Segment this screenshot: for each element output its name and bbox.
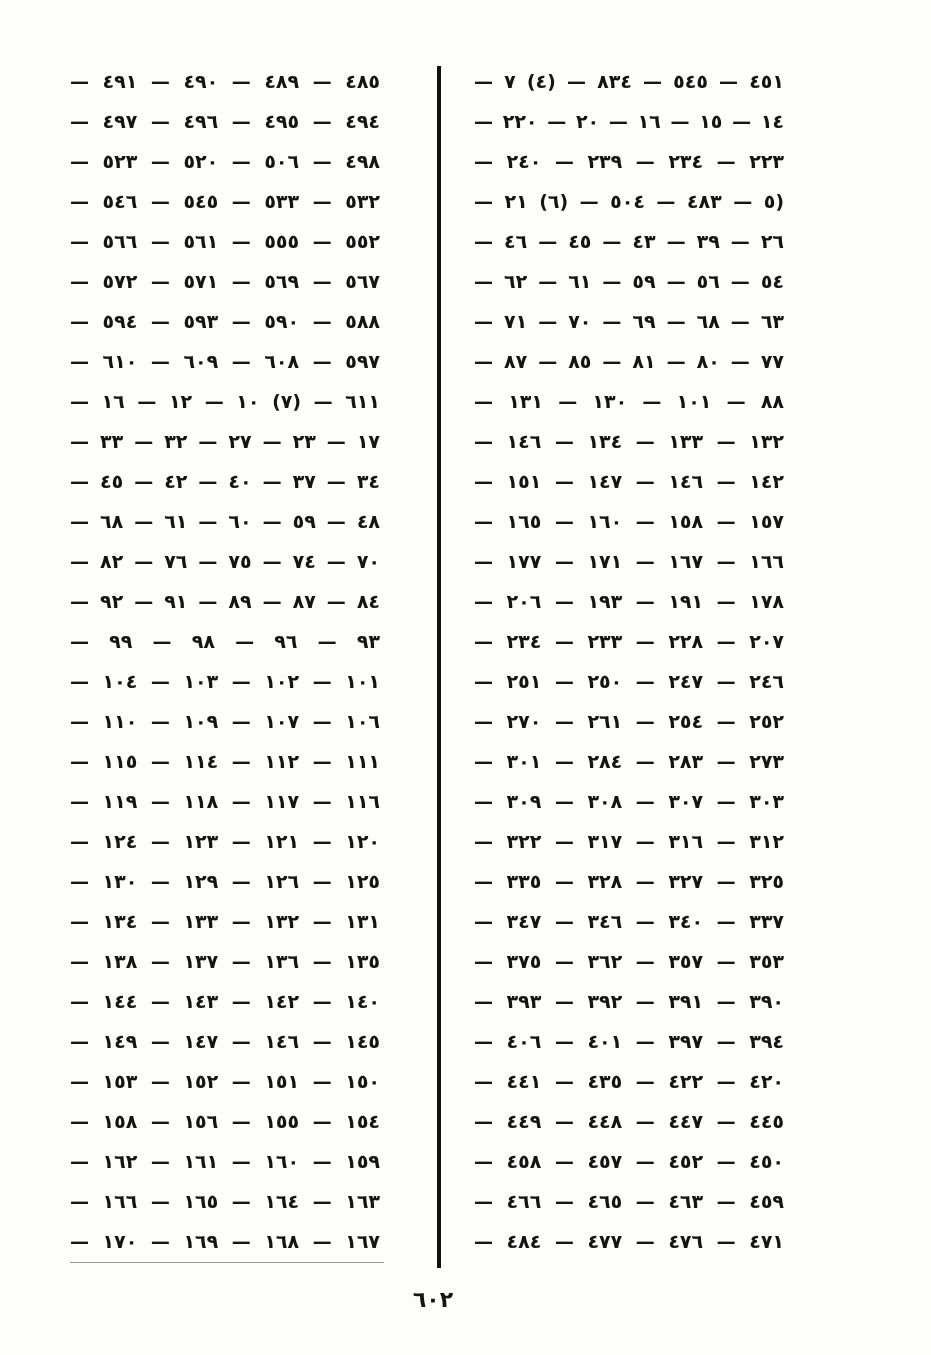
- index-row: ١١١ — ١١٢ — ١١٤ — ١١٥ —: [70, 751, 381, 773]
- index-column-left: [70, 62, 380, 1262]
- index-row: ١٣٥ — ١٣٦ — ١٣٧ — ١٣٨ —: [70, 951, 381, 973]
- index-row: ١١٦ — ١١٧ — ١١٨ — ١١٩ —: [70, 791, 381, 813]
- index-row: ٤٨ — ٥٩ — ٦٠ — ٦١ — ٦٨ —: [70, 511, 381, 533]
- index-row: ٤٥٩ — ٤٦٣ — ٤٦٥ — ٤٦٦ —: [474, 1191, 785, 1213]
- index-row: ١٥٠ — ١٥١ — ١٥٢ — ١٥٣ —: [70, 1071, 381, 1093]
- index-row: ١٤٠ — ١٤٢ — ١٤٣ — ١٤٤ —: [70, 991, 381, 1013]
- index-row: ٥٤ — ٥٦ — ٥٩ — ٦١ — ٦٢ —: [474, 271, 785, 293]
- index-row: ٣٥٣ — ٣٥٧ — ٣٦٢ — ٣٧٥ —: [474, 951, 785, 973]
- index-row: ١٣٢ — ١٣٣ — ١٣٤ — ١٤٦ —: [474, 431, 785, 453]
- index-row: ٢٤٦ — ٢٤٧ — ٢٥٠ — ٢٥١ —: [474, 671, 785, 693]
- index-row: ١٣١ — ١٣٢ — ١٣٣ — ١٣٤ —: [70, 911, 381, 933]
- index-row: ٤٩٨ — ٥٠٦ — ٥٢٠ — ٥٢٣ —: [70, 151, 381, 173]
- index-row: ٢٧٣ — ٢٨٣ — ٢٨٤ — ٣٠١ —: [474, 751, 785, 773]
- index-row: ٤٨٥ — ٤٨٩ — ٤٩٠ — ٤٩١ —: [70, 71, 381, 93]
- index-row: ٧٧ — ٨٠ — ٨١ — ٨٥ — ٨٧ —: [474, 351, 785, 373]
- index-row: ١٦٦ — ١٦٧ — ١٧١ — ١٧٧ —: [474, 551, 785, 573]
- index-row: ٨٤ — ٨٧ — ٨٩ — ٩١ — ٩٢ —: [70, 591, 381, 613]
- index-row: ١٢٥ — ١٢٦ — ١٢٩ — ١٣٠ —: [70, 871, 381, 893]
- index-row: ٤٢٠ — ٤٢٢ — ٤٣٥ — ٤٤١ —: [474, 1071, 785, 1093]
- index-row: ٤٤٥ — ٤٤٧ — ٤٤٨ — ٤٤٩ —: [474, 1111, 785, 1133]
- index-row: ١٦٣ — ١٦٤ — ١٦٥ — ١٦٦ —: [70, 1191, 381, 1213]
- index-row: ٤٩٤ — ٤٩٥ — ٤٩٦ — ٤٩٧ —: [70, 111, 381, 133]
- index-row: ١٠١ — ١٠٢ — ١٠٣ — ١٠٤ —: [70, 671, 381, 693]
- index-row: ١٥٩ — ١٦٠ — ١٦١ — ١٦٢ —: [70, 1151, 381, 1173]
- index-row: ١٢٠ — ١٢١ — ١٢٣ — ١٢٤ —: [70, 831, 381, 853]
- index-row: ١٤ — ١٥ — ١٦ — ٢٠ — ٢٢٠ —: [474, 111, 785, 133]
- index-row: ٩٣ — ٩٦ — ٩٨ — ٩٩ —: [70, 631, 381, 653]
- index-row: ١٥٤ — ١٥٥ — ١٥٦ — ١٥٨ —: [70, 1111, 381, 1133]
- index-row: ٢٥٢ — ٢٥٤ — ٢٦١ — ٢٧٠ —: [474, 711, 785, 733]
- index-row: ٣١٢ — ٣١٦ — ٣١٧ — ٣٢٢ —: [474, 831, 785, 853]
- index-row: ٣٤ — ٣٧ — ٤٠ — ٤٢ — ٤٥ —: [70, 471, 381, 493]
- index-row: ٥٦٧ — ٥٦٩ — ٥٧١ — ٥٧٢ —: [70, 271, 381, 293]
- index-row: ٢٦ — ٣٩ — ٤٣ — ٤٥ — ٤٦ —: [474, 231, 785, 253]
- index-row: ٢٢٣ — ٢٣٤ — ٢٣٩ — ٢٤٠ —: [474, 151, 785, 173]
- index-row: ١٧٨ — ١٩١ — ١٩٣ — ٢٠٦ —: [474, 591, 785, 613]
- index-row: ٣٠٣ — ٣٠٧ — ٣٠٨ — ٣٠٩ —: [474, 791, 785, 813]
- index-row: ٦١١ — (٧) ١٠ — ١٢ — ١٦ —: [70, 391, 380, 413]
- index-row: ١٤٢ — ١٤٦ — ١٤٧ — ١٥١ —: [474, 471, 785, 493]
- index-row: ٦٣ — ٦٨ — ٦٩ — ٧٠ — ٧١ —: [474, 311, 785, 333]
- index-row: ٥٥٢ — ٥٥٥ — ٥٦١ — ٥٦٦ —: [70, 231, 381, 253]
- page-number: ٦٠٢: [412, 1288, 454, 1313]
- index-row: ١٥٧ — ١٥٨ — ١٦٠ — ١٦٥ —: [474, 511, 785, 533]
- index-row: ٤٧١ — ٤٧٦ — ٤٧٧ — ٤٨٤ —: [474, 1231, 785, 1253]
- index-row: ١٦٧ — ١٦٨ — ١٦٩ — ١٧٠ —: [70, 1231, 381, 1253]
- index-row: ٥٩٧ — ٦٠٨ — ٦٠٩ — ٦١٠ —: [70, 351, 381, 373]
- index-row: ٧٠ — ٧٤ — ٧٥ — ٧٦ — ٨٢ —: [70, 551, 381, 573]
- index-row: ٤٥١ — ٥٤٥ — ٨٣٤ — (٤) ٧ —: [474, 71, 784, 93]
- index-row: ١٤٥ — ١٤٦ — ١٤٧ — ١٤٩ —: [70, 1031, 381, 1053]
- index-row: ٥٨٨ — ٥٩٠ — ٥٩٣ — ٥٩٤ —: [70, 311, 381, 333]
- index-row: ١٠٦ — ١٠٧ — ١٠٩ — ١١٠ —: [70, 711, 381, 733]
- index-column-right: [474, 62, 784, 1262]
- index-row: ٤٥٠ — ٤٥٢ — ٤٥٧ — ٤٥٨ —: [474, 1151, 785, 1173]
- index-row: ٢٠٧ — ٢٢٨ — ٢٣٣ — ٢٣٤ —: [474, 631, 785, 653]
- index-row: ٣٩٤ — ٣٩٧ — ٤٠١ — ٤٠٦ —: [474, 1031, 785, 1053]
- index-row: (٥ — ٤٨٣ — ٥٠٤ — (٦) ٢١ —: [474, 191, 784, 213]
- column-divider: [437, 66, 441, 1268]
- index-row: ١٧ — ٢٣ — ٢٧ — ٣٢ — ٣٣ —: [70, 431, 381, 453]
- index-row: ٣٣٧ — ٣٤٠ — ٣٤٦ — ٣٤٧ —: [474, 911, 785, 933]
- index-row: ٣٢٥ — ٣٢٧ — ٣٢٨ — ٣٣٥ —: [474, 871, 785, 893]
- index-row: ٥٣٢ — ٥٣٣ — ٥٤٥ — ٥٤٦ —: [70, 191, 381, 213]
- index-row: ٨٨ — ١٠١ — ١٣٠ — ١٣١ —: [474, 391, 785, 413]
- bottom-rule: [70, 1262, 384, 1263]
- index-row: ٣٩٠ — ٣٩١ — ٣٩٢ — ٣٩٣ —: [474, 991, 785, 1013]
